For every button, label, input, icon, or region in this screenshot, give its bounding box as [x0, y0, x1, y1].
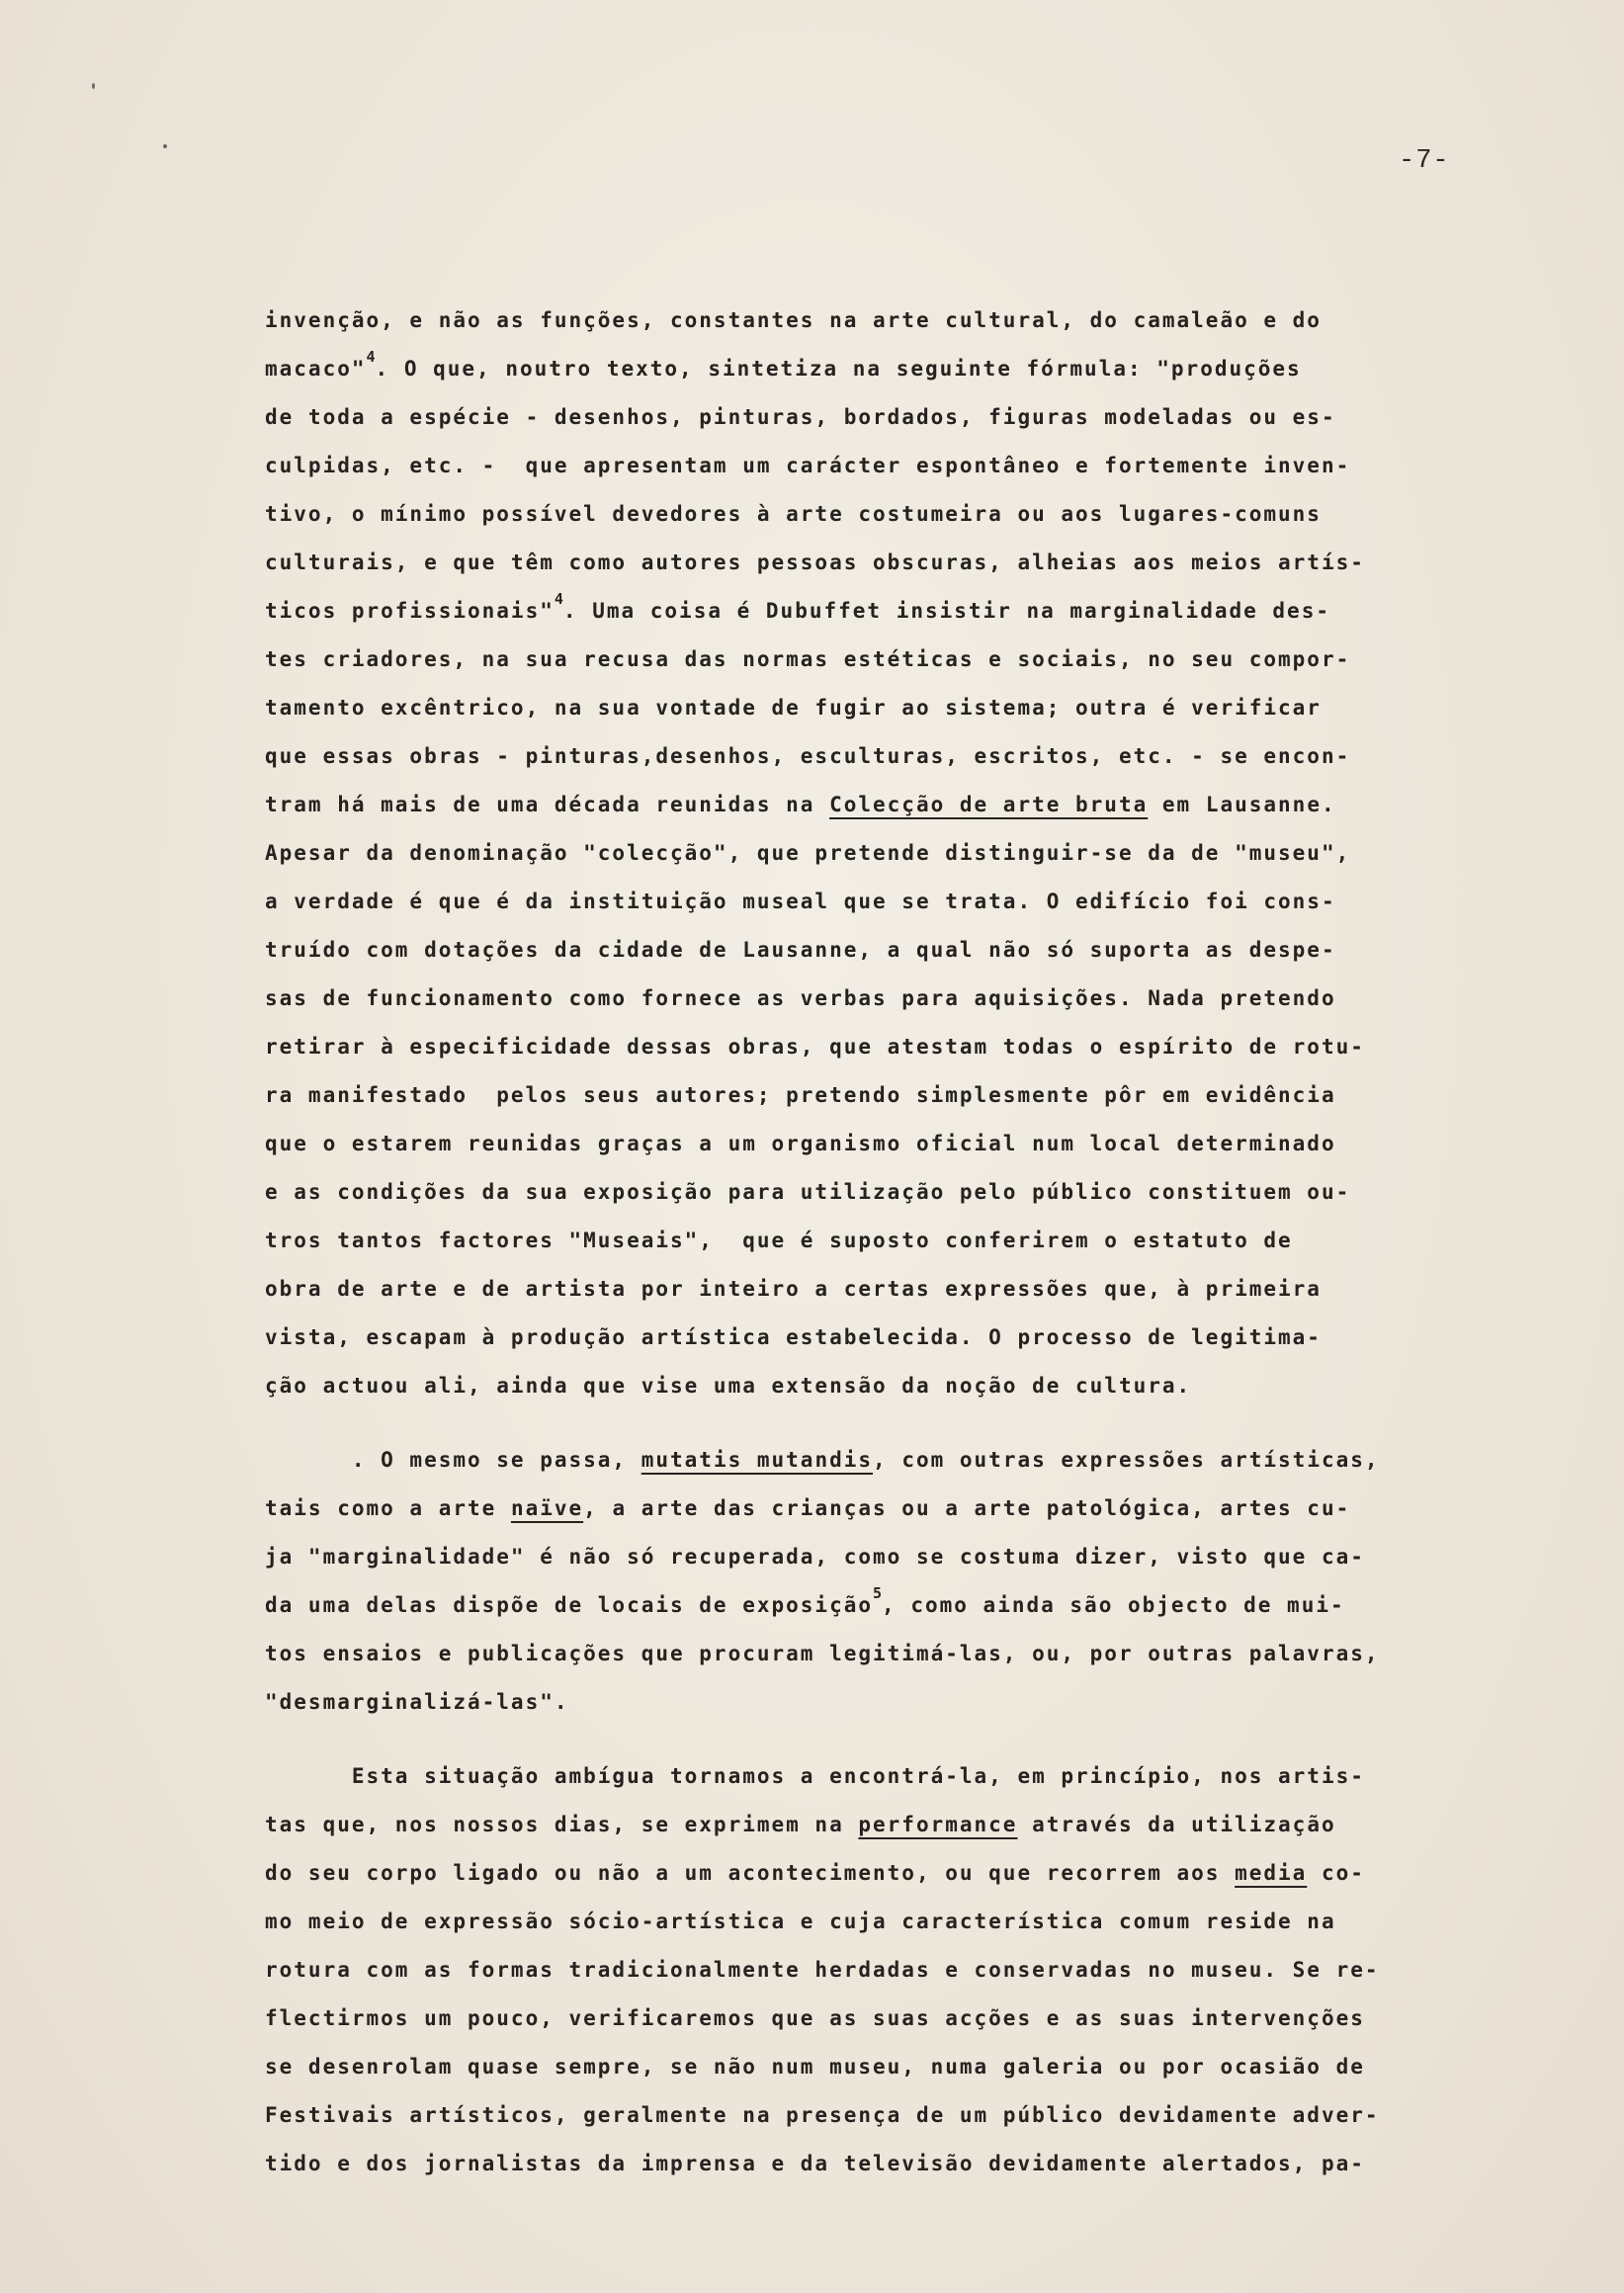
underlined-term: performance: [858, 1813, 1018, 1836]
text-line: [265, 1217, 1510, 1265]
text-segment: que essas obras - pinturas,desenhos, esculturas, escritos, etc. - se encon-: [265, 744, 1351, 768]
text-segment: macaco": [265, 357, 367, 381]
text-segment: ra manifestado pelos seus autores; pretendo simplesmente pôr em evidência: [265, 1083, 1336, 1107]
text-line: [265, 345, 1510, 393]
text-line: [265, 490, 1510, 539]
text-segment: "desmarginalizá-las".: [265, 1690, 569, 1714]
text-segment: , com outras expressões artísticas,: [873, 1448, 1380, 1472]
text-segment: vista, escapam à produção artística estabelecida. O processo de legitima-: [265, 1325, 1322, 1349]
text-segment: invenção, e não as funções, constantes na arte cultural, do camaleão e do: [265, 308, 1322, 332]
text-line: [265, 2043, 1510, 2091]
text-segment: ção actuou ali, ainda que vise uma extensão da noção de cultura.: [265, 1374, 1192, 1398]
text-segment: culpidas, etc. - que apresentam um carácter espontâneo e fortemente inven-: [265, 454, 1351, 477]
underlined-term: mutatis mutandis: [641, 1448, 874, 1472]
text-line: [265, 1898, 1510, 1946]
text-line: [265, 829, 1510, 878]
paragraph-gap: [265, 1410, 1510, 1436]
text-segment: . Uma coisa é Dubuffet insistir na marginalidade des-: [562, 599, 1330, 623]
text-line: [265, 732, 1510, 781]
text-segment: truído com dotações da cidade de Lausanne, a qual não só suporta as despe-: [265, 938, 1336, 962]
text-line: [265, 1023, 1510, 1071]
text-line: [265, 442, 1510, 490]
text-segment: que o estarem reunidas graças a um organismo oficial num local determinado: [265, 1132, 1336, 1155]
text-segment: mo meio de expressão sócio-artística e cuja característica comum reside na: [265, 1910, 1336, 1933]
text-segment: Apesar da denominação "colecção", que pretende distinguir-se da de "museu",: [265, 841, 1351, 865]
text-segment: através da utilização: [1017, 1813, 1336, 1836]
text-segment: sas de funcionamento como fornece as verbas para aquisições. Nada pretendo: [265, 986, 1336, 1010]
text-line: [265, 1265, 1510, 1314]
text-segment: , como ainda são objecto de mui-: [882, 1593, 1345, 1617]
text-segment: em Lausanne.: [1148, 793, 1336, 816]
ink-speck: [92, 83, 95, 89]
paragraph-gap: [265, 1727, 1510, 1752]
text-line: [265, 1581, 1510, 1630]
text-segment: tas que, nos nossos dias, se exprimem na: [265, 1813, 859, 1836]
text-line: [265, 1362, 1510, 1410]
text-segment: e as condições da sua exposição para utilização pelo público constituem ou-: [265, 1180, 1351, 1204]
text-segment: do seu corpo ligado ou não a um acontecimento, ou que recorrem aos: [265, 1861, 1236, 1885]
footnote-marker: 4: [554, 590, 563, 608]
text-segment: . O que, noutro texto, sintetiza na seguinte fórmula: "produções: [375, 357, 1302, 381]
text-segment: co-: [1307, 1861, 1365, 1885]
text-segment: tos ensaios e publicações que procuram legitimá-las, ou, por outras palavras,: [265, 1642, 1380, 1665]
text-segment: rotura com as formas tradicionalmente herdadas e conservadas no museu. Se re-: [265, 1958, 1380, 1982]
text-line: [265, 1849, 1510, 1898]
text-line: [265, 1071, 1510, 1120]
text-segment: da uma delas dispõe de locais de exposição: [265, 1593, 874, 1617]
text-line: [265, 1995, 1510, 2043]
text-line: [265, 2140, 1510, 2188]
text-line: [265, 781, 1510, 829]
text-segment: tes criadores, na sua recusa das normas estéticas e sociais, no seu compor-: [265, 647, 1351, 671]
text-segment: tamento excêntrico, na sua vontade de fugir ao sistema; outra é verificar: [265, 696, 1322, 720]
text-line: [265, 926, 1510, 975]
ink-speck: [163, 144, 167, 148]
text-segment: tais como a arte: [265, 1496, 511, 1520]
text-segment: tivo, o mínimo possível devedores à arte costumeira ou aos lugares-comuns: [265, 502, 1322, 526]
text-line: [265, 1678, 1510, 1727]
page-number: -7-: [1399, 146, 1450, 176]
underlined-term: naïve: [510, 1496, 584, 1520]
text-line: [265, 1946, 1510, 1995]
text-line: [265, 393, 1510, 442]
text-line: [265, 1314, 1510, 1362]
text-segment: . O mesmo se passa,: [265, 1448, 641, 1472]
text-line: [265, 1168, 1510, 1217]
text-segment: ja "marginalidade" é não só recuperada, como se costuma dizer, visto que ca-: [265, 1545, 1365, 1569]
text-line: [265, 1485, 1510, 1533]
text-segment: Festivais artísticos, geralmente na presença de um público devidamente adver-: [265, 2103, 1380, 2127]
text-segment: ticos profissionais": [265, 599, 555, 623]
text-line: [265, 297, 1510, 345]
text-line: [265, 1801, 1510, 1849]
text-segment: flectirmos um pouco, verificaremos que as suas acções e as suas intervenções: [265, 2006, 1365, 2030]
text-segment: tram há mais de uma década reunidas na: [265, 793, 830, 816]
text-line: [265, 2091, 1510, 2140]
text-segment: Esta situação ambígua tornamos a encontrá-la, em princípio, nos artis-: [265, 1764, 1365, 1788]
text-segment: a verdade é que é da instituição museal que se trata. O edifício foi cons-: [265, 890, 1336, 913]
text-segment: tros tantos factores "Museais", que é suposto conferirem o estatuto de: [265, 1229, 1293, 1252]
underlined-term: Colecção de arte bruta: [829, 793, 1149, 816]
text-segment: , a arte das crianças ou a arte patológica, artes cu-: [583, 1496, 1351, 1520]
text-segment: tido e dos jornalistas da imprensa e da televisão devidamente alertados, pa-: [265, 2152, 1365, 2175]
text-segment: culturais, e que têm como autores pessoas obscuras, alheias aos meios artís-: [265, 551, 1365, 574]
text-segment: retirar à especificidade dessas obras, que atestam todas o espírito de rotu-: [265, 1035, 1365, 1059]
text-line: [265, 1752, 1510, 1801]
text-line: [265, 684, 1510, 732]
text-segment: obra de arte e de artista por inteiro a certas expressões que, à primeira: [265, 1277, 1322, 1301]
text-line: [265, 1436, 1510, 1485]
text-line: [265, 975, 1510, 1023]
body-text: [265, 297, 1510, 2188]
text-line: [265, 636, 1510, 684]
text-line: [265, 1533, 1510, 1581]
text-line: [265, 539, 1510, 587]
text-line: [265, 587, 1510, 636]
footnote-marker: 5: [873, 1584, 883, 1602]
text-line: [265, 878, 1510, 926]
footnote-marker: 4: [366, 348, 376, 366]
text-line: [265, 1120, 1510, 1168]
underlined-term: media: [1235, 1861, 1308, 1885]
text-segment: se desenrolam quase sempre, se não num museu, numa galeria ou por ocasião de: [265, 2055, 1365, 2079]
text-segment: de toda a espécie - desenhos, pinturas, bordados, figuras modeladas ou es-: [265, 405, 1336, 429]
text-line: [265, 1630, 1510, 1678]
